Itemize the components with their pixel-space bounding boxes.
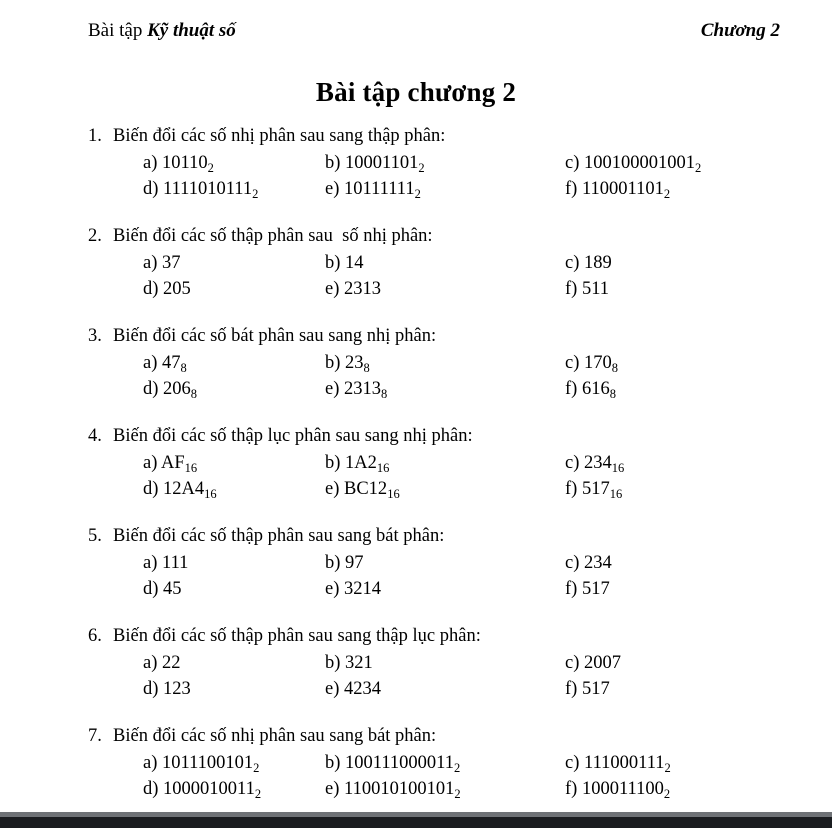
exercise-question [0,724,832,802]
item-radix-subscript: 16 [387,487,400,501]
question-item [325,176,421,202]
item-label: e) [325,379,340,399]
item-label: d) [143,579,159,599]
item-radix-subscript: 2 [454,761,461,775]
question-item [565,550,612,576]
item-label: a) [143,353,158,373]
item-value: 110001101 [581,179,664,199]
question-item [143,550,188,576]
item-value: 511 [581,279,610,299]
question-item [143,176,258,202]
question-item-row [0,476,832,502]
item-radix-subscript: 8 [190,387,198,401]
question-item-row [0,750,832,776]
question-item [565,776,670,802]
item-label: e) [325,179,340,199]
question-item-row [0,350,832,376]
item-radix-subscript: 8 [180,361,187,375]
item-value: 2313 [344,279,381,299]
question-item-row [0,376,832,402]
item-label: d) [143,379,159,399]
item-label: f) [565,279,578,299]
item-radix-subscript: 8 [381,387,388,401]
item-radix-subscript: 2 [253,761,260,775]
question-items [0,150,832,202]
item-label: a) [143,653,158,673]
item-value: 10111111 [344,179,415,199]
question-item [325,476,400,502]
question-prompt: Biến đổi các số bát phân sau sang nhị phân: [113,326,437,346]
exercise-question [0,624,832,702]
question-item [325,450,389,476]
item-value: 1000010011 [163,779,255,799]
item-value: 100111000011 [345,753,454,773]
item-label: f) [565,779,578,799]
item-label: e) [325,279,340,299]
question-item-row [0,676,832,702]
item-label: f) [565,479,578,499]
item-label: b) [325,653,341,673]
question-item [143,376,197,402]
question-number: 3. [88,326,102,346]
item-value: 1011100101 [162,753,254,773]
question-item [143,750,259,776]
item-label: e) [325,479,340,499]
item-label: a) [143,253,158,273]
item-value: 110010100101 [344,779,455,799]
item-label: b) [325,753,341,773]
item-label: c) [565,353,580,373]
item-radix-subscript: 8 [609,387,616,401]
item-label: c) [565,553,580,573]
header-chapter-label: Chương 2 [700,20,780,41]
item-value: 205 [163,279,191,299]
item-label: d) [143,179,159,199]
item-value: 47 [162,353,181,373]
item-radix-subscript: 2 [454,787,461,801]
item-radix-subscript: 8 [363,361,370,375]
question-item-row [0,550,832,576]
question-items [0,550,832,602]
item-value: AF [160,453,185,473]
question-item [143,650,181,676]
exercise-question [0,424,832,502]
question-item [325,250,364,276]
item-value: 1111010111 [163,179,253,199]
viewer-background-bar [0,817,832,828]
question-item [325,276,381,302]
item-label: f) [565,579,578,599]
question-item [325,676,381,702]
item-radix-subscript: 2 [418,161,425,175]
item-label: c) [565,753,580,773]
question-item [325,576,381,602]
item-radix-subscript: 8 [611,361,618,375]
exercise-question [0,524,832,602]
item-value: 100100001001 [584,153,695,173]
question-item [565,476,622,502]
question-item [565,650,621,676]
question-item-row [0,176,832,202]
item-value: 234 [584,453,612,473]
question-prompt: Biến đổi các số nhị phân sau sang thập phân: [113,126,446,146]
item-radix-subscript: 2 [663,187,671,201]
question-item [325,550,364,576]
item-value: 234 [584,553,612,573]
item-label: c) [565,653,580,673]
item-value: 2007 [584,653,621,673]
question-item-row [0,150,832,176]
item-value: 2313 [344,379,381,399]
item-value: BC12 [344,479,388,499]
item-radix-subscript: 2 [663,787,671,801]
question-item [565,250,612,276]
item-label: d) [143,279,159,299]
item-label: d) [143,479,159,499]
item-value: 517 [581,479,610,499]
question-number: 6. [88,626,102,646]
page-title: Bài tập chương 2 [315,77,517,107]
item-label: e) [325,679,340,699]
question-item [565,676,610,702]
question-item [565,150,701,176]
question-items [0,450,832,502]
question-item [565,750,671,776]
question-item [325,776,461,802]
item-label: f) [565,379,578,399]
question-prompt: Biến đổi các số nhị phân sau sang bát phân: [113,726,437,746]
question-item [565,376,616,402]
question-item [325,750,460,776]
question-prompt: Biến đổi các số thập lục phân sau sang nhị phân: [113,426,473,446]
question-item [565,276,609,302]
exercise-question [0,224,832,302]
item-label: b) [325,153,341,173]
question-number: 1. [88,126,102,146]
exercise-question [0,124,832,202]
item-label: a) [143,553,158,573]
question-item [325,350,370,376]
question-item [565,176,670,202]
question-prompt: Biến đổi các số thập phân sau sang thập lục phân: [113,626,481,646]
question-item [325,376,387,402]
question-item-row [0,576,832,602]
header-left-plain: Bài tập [88,20,148,41]
item-value: 14 [345,253,364,273]
question-item [143,576,182,602]
item-radix-subscript: 2 [207,161,214,175]
item-value: 321 [345,653,373,673]
item-label: b) [325,453,341,473]
item-label: d) [143,779,159,799]
item-value: 100011100 [581,779,664,799]
item-value: 4234 [344,679,381,699]
item-label: e) [325,579,340,599]
exercise-question [0,324,832,402]
item-value: 616 [581,379,610,399]
item-radix-subscript: 16 [184,461,198,475]
item-value: 123 [163,679,191,699]
item-radix-subscript: 16 [376,461,390,475]
item-radix-subscript: 16 [204,487,217,501]
question-item [565,350,618,376]
item-radix-subscript: 2 [695,161,702,175]
page-running-header [88,18,780,44]
item-label: a) [143,753,158,773]
item-value: 10001101 [345,153,419,173]
item-label: a) [143,153,158,173]
item-value: 517 [581,679,610,699]
question-number: 7. [88,726,102,746]
item-label: c) [565,253,580,273]
item-label: b) [325,253,341,273]
question-number: 5. [88,526,102,546]
question-prompt: Biến đổi các số thập phân sau số nhị phân: [113,226,433,246]
item-value: 37 [162,253,181,273]
item-value: 45 [163,579,182,599]
item-label: f) [565,679,578,699]
question-items [0,650,832,702]
viewer-bottom-chrome [0,812,832,828]
item-radix-subscript: 2 [252,187,259,201]
item-radix-subscript: 16 [611,461,625,475]
question-item-row [0,250,832,276]
question-items [0,250,832,302]
exercise-list [0,124,832,802]
question-item [143,150,214,176]
header-left-text [88,18,236,44]
item-label: c) [565,153,580,173]
item-value: 97 [345,553,364,573]
item-label: a) [143,453,158,473]
item-value: 10110 [162,153,208,173]
question-number: 4. [88,426,102,446]
question-item-row [0,650,832,676]
question-item [143,776,261,802]
question-prompt: Biến đổi các số thập phân sau sang bát phân: [113,526,445,546]
item-value: 206 [163,379,191,399]
item-value: 111 [162,553,189,573]
item-radix-subscript: 2 [414,187,421,201]
question-item [143,276,191,302]
item-radix-subscript: 2 [254,787,262,801]
item-value: 189 [584,253,612,273]
item-value: 1A2 [345,453,377,473]
item-radix-subscript: 16 [609,487,623,501]
header-left-emphasis: Kỹ thuật số [147,20,236,41]
question-item [325,150,425,176]
item-label: b) [325,553,341,573]
question-item [565,450,624,476]
item-label: c) [565,453,580,473]
item-value: 22 [162,653,181,673]
question-number: 2. [88,226,102,246]
question-item [325,650,373,676]
item-value: 111000111 [584,753,665,773]
question-item [143,250,181,276]
question-items [0,350,832,402]
question-item [143,676,191,702]
question-item [143,350,187,376]
question-item-row [0,450,832,476]
item-value: 517 [581,579,610,599]
question-item-row [0,276,832,302]
question-item-row [0,776,832,802]
question-items [0,750,832,802]
item-value: 170 [584,353,612,373]
item-label: b) [325,353,341,373]
item-label: e) [325,779,340,799]
item-value: 3214 [344,579,381,599]
item-value: 23 [345,353,364,373]
question-item [565,576,610,602]
item-radix-subscript: 2 [664,761,671,775]
question-item [143,450,197,476]
item-value: 12A4 [163,479,205,499]
question-item [143,476,217,502]
item-label: d) [143,679,159,699]
item-label: f) [565,179,578,199]
